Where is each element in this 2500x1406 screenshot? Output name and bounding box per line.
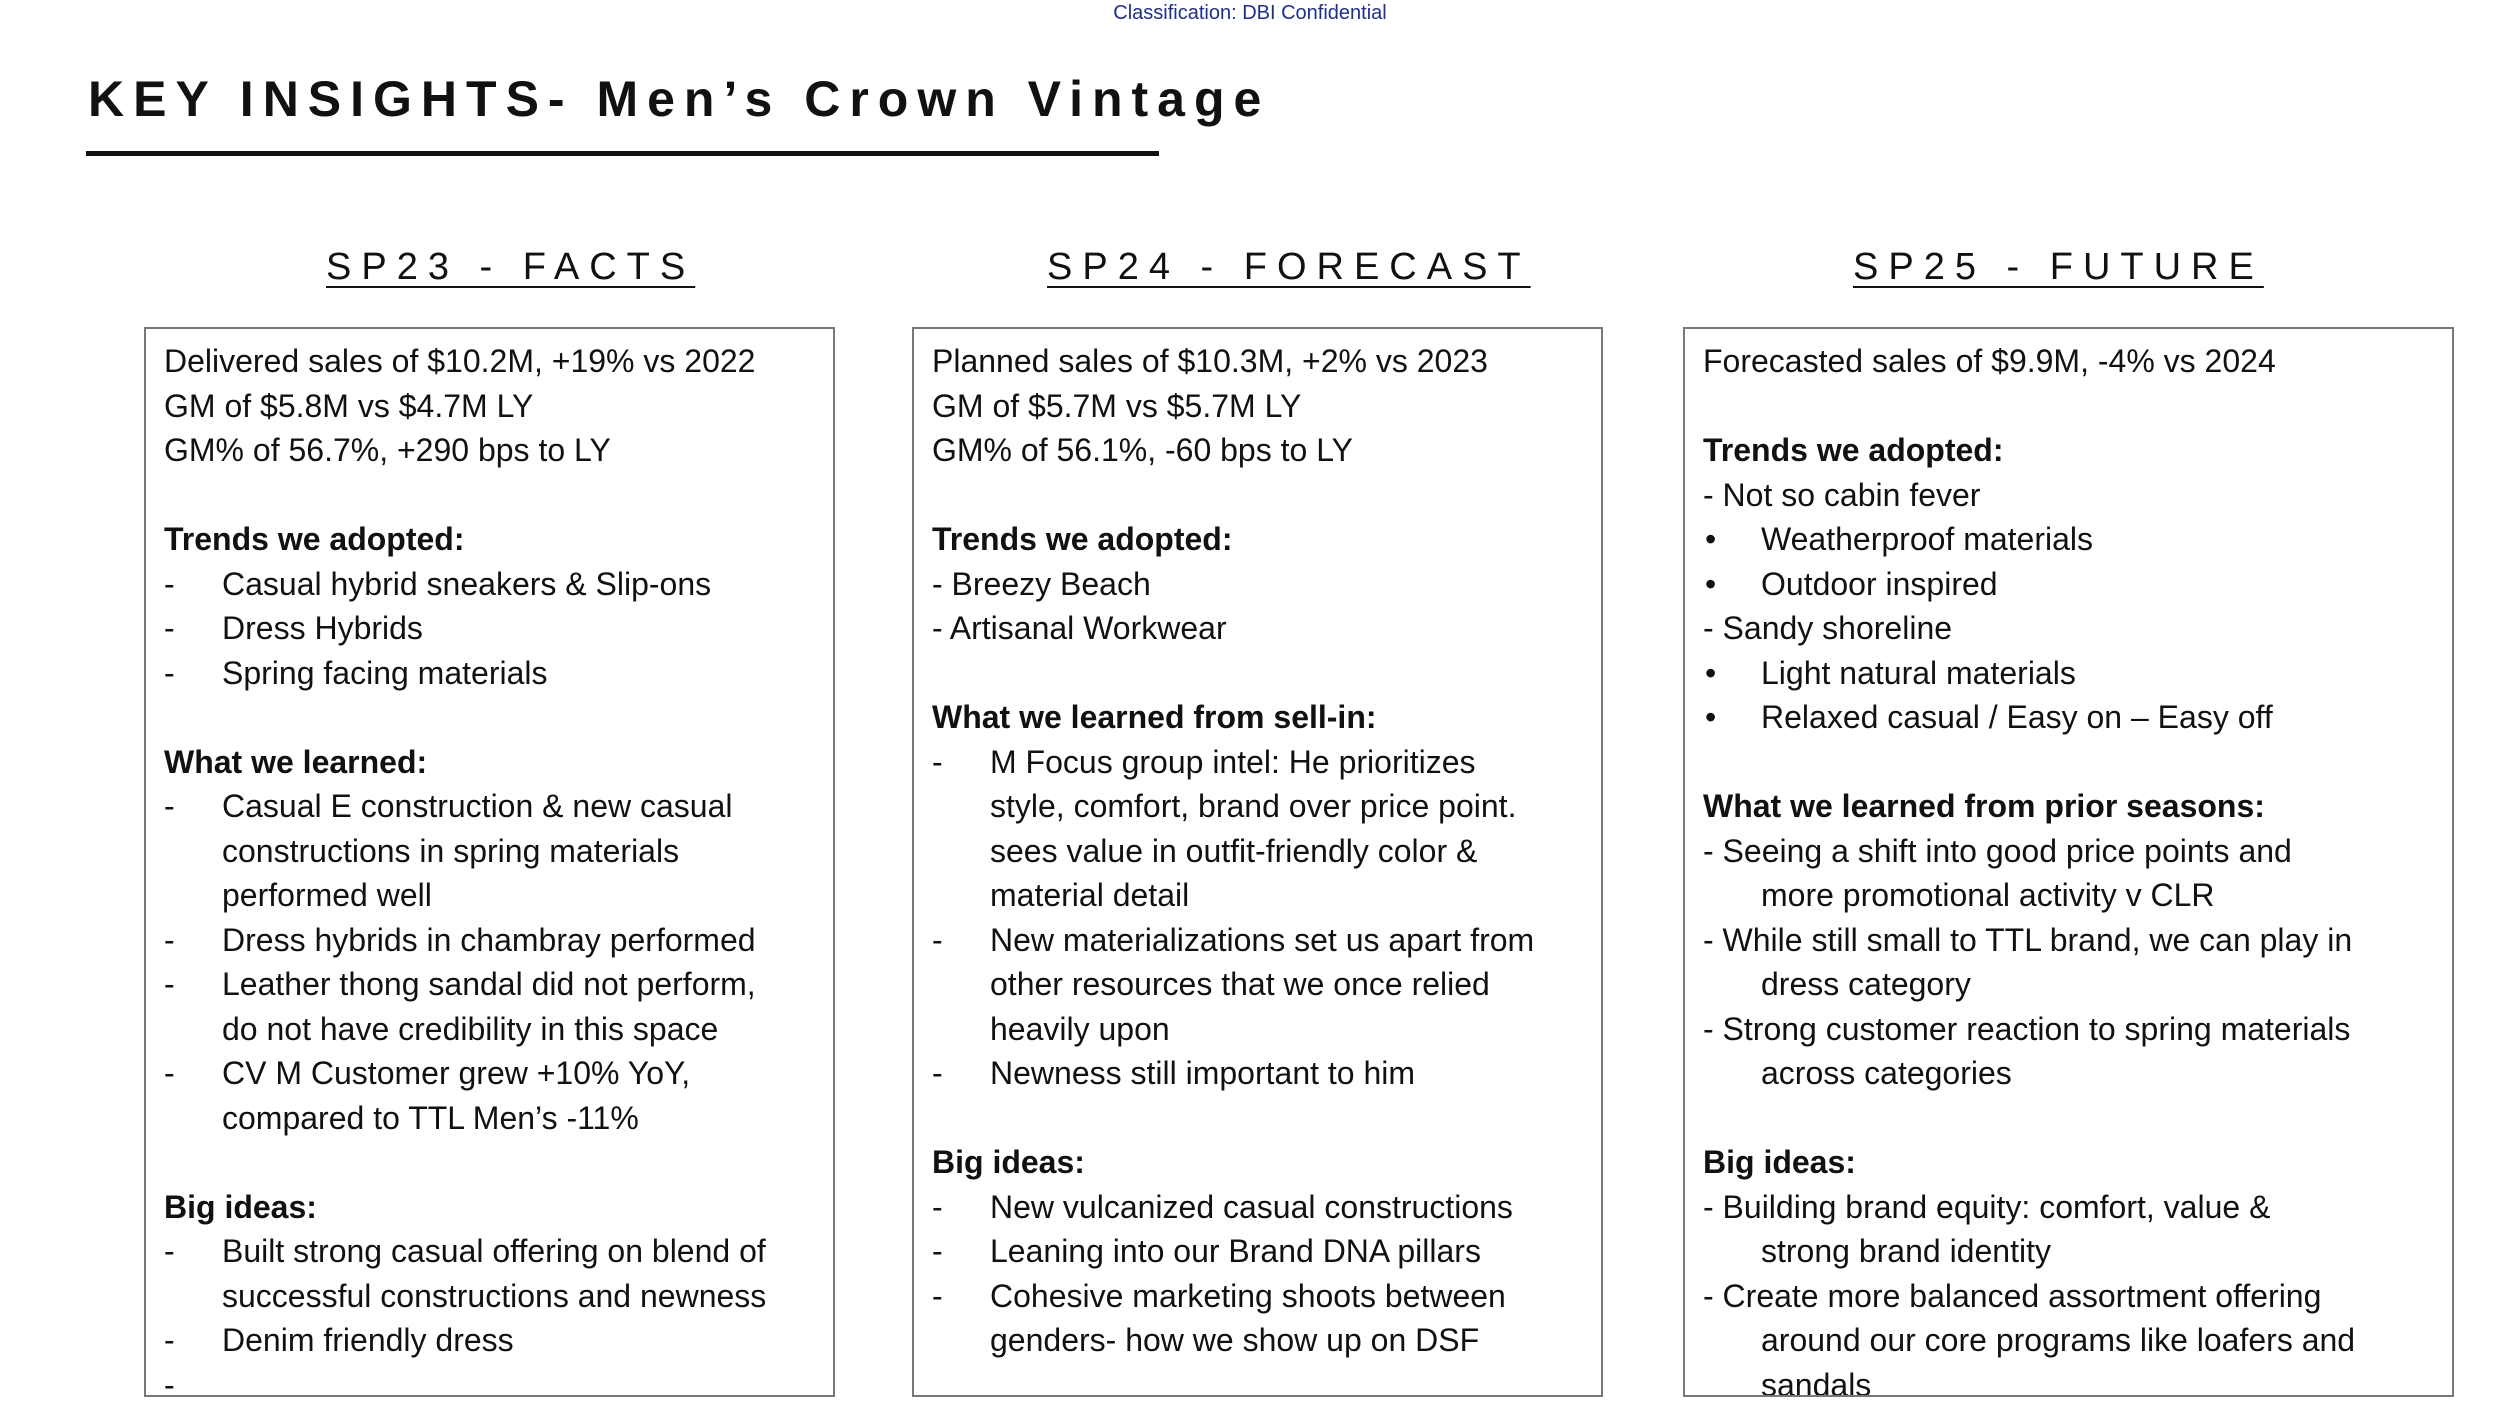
list-item	[164, 1051, 815, 1140]
list-item	[164, 918, 815, 963]
classification-label: Classification: DBI Confidential	[1113, 2, 1387, 24]
ideas-header: Big ideas:	[164, 1188, 317, 1225]
list-item	[164, 784, 815, 918]
learned-header: What we learned from prior seasons:	[1703, 788, 2265, 824]
trend-text: Dress Hybrids	[222, 610, 423, 646]
idea-text: around our core programs like loafers and	[1761, 1322, 2356, 1358]
dash-marker: -	[164, 610, 175, 646]
title-underline	[86, 151, 1159, 156]
idea-text: - Building brand equity: comfort, value &	[1703, 1188, 2271, 1225]
learned-text: New materializations set us apart from	[990, 921, 1535, 958]
sales-line: Forecasted sales of $9.9M, -4% vs 2024	[1703, 343, 2276, 379]
ideas-header: Big ideas:	[932, 1144, 1085, 1180]
dash-marker: -	[932, 1277, 943, 1314]
trend-text: - Breezy Beach	[932, 565, 1151, 602]
idea-text: successful constructions and newness	[222, 1277, 767, 1314]
page-title: KEY INSIGHTS- Men’s Crown Vintage	[88, 71, 1271, 127]
dash-marker: -	[164, 1055, 175, 1091]
trend-group-label: - Not so cabin fever	[1703, 476, 1981, 513]
list-item	[932, 1274, 1583, 1363]
dash-marker: -	[164, 1233, 175, 1269]
dash-marker: -	[164, 921, 175, 958]
idea-text: New vulcanized casual constructions	[990, 1188, 1513, 1225]
learned-text: dress category	[1761, 966, 1971, 1002]
list-item	[932, 918, 1583, 1052]
trends-header: Trends we adopted:	[932, 521, 1233, 557]
sales-line: Planned sales of $10.3M, +2% vs 2023	[932, 343, 1488, 379]
idea-text: Built strong casual offering on blend of	[222, 1233, 766, 1269]
idea-text: Denim friendly dress	[222, 1322, 514, 1358]
learned-text: CV M Customer grew +10% YoY,	[222, 1055, 691, 1091]
idea-text	[222, 1363, 815, 1398]
bullet-marker: •	[1705, 654, 1717, 691]
learned-text: performed well	[222, 877, 432, 913]
bullet-marker: •	[1705, 521, 1717, 557]
trend-text: Light natural materials	[1761, 654, 2076, 691]
trends-header: Trends we adopted:	[164, 521, 465, 557]
list-item	[164, 651, 815, 696]
dash-marker: -	[164, 1322, 175, 1358]
learned-text: constructions in spring materials	[222, 832, 680, 869]
idea-text: genders- how we show up on DSF	[990, 1322, 1480, 1358]
learned-text: Dress hybrids in chambray performed	[222, 921, 756, 958]
sales-line: Delivered sales of $10.2M, +19% vs 2022	[164, 343, 756, 379]
learned-text: Casual E construction & new casual	[222, 788, 733, 824]
heading-sp25-future: SP25 - FUTURE	[1853, 246, 2264, 288]
sp25-future-box	[1683, 327, 2454, 1397]
list-item	[1703, 695, 2434, 740]
learned-header: What we learned from sell-in:	[932, 699, 1377, 735]
sp23-facts-box	[144, 327, 835, 1397]
list-item	[932, 1185, 1583, 1230]
idea-text: - Create more balanced assortment offering	[1703, 1277, 2322, 1314]
bullet-marker: •	[1705, 699, 1717, 735]
sp24-forecast-box	[912, 327, 1603, 1397]
learned-text: across categories	[1761, 1055, 2012, 1091]
gm-line: GM of $5.7M vs $5.7M LY	[932, 387, 1302, 424]
idea-text: sandals	[1761, 1366, 1872, 1397]
list-item	[932, 740, 1583, 918]
list-item	[1703, 651, 2434, 696]
list-item	[164, 1229, 815, 1318]
trend-text: Casual hybrid sneakers & Slip-ons	[222, 565, 712, 602]
heading-sp24-forecast: SP24 - FORECAST	[1047, 246, 1531, 288]
dash-marker: -	[932, 1233, 943, 1269]
learned-text: - Seeing a shift into good price points and	[1703, 832, 2292, 869]
list-item	[1703, 562, 2434, 607]
gm-line: GM of $5.8M vs $4.7M LY	[164, 387, 534, 424]
dash-marker: -	[164, 654, 175, 691]
list-item	[164, 962, 815, 1051]
gm-percent-line: GM% of 56.1%, -60 bps to LY	[932, 432, 1353, 468]
ideas-header: Big ideas:	[1703, 1144, 1856, 1180]
list-item	[164, 1363, 815, 1398]
trend-text: Relaxed casual / Easy on – Easy off	[1761, 699, 2273, 735]
learned-text: heavily upon	[990, 1010, 1170, 1047]
heading-sp23-facts: SP23 - FACTS	[326, 246, 696, 288]
learned-text: Leather thong sandal did not perform,	[222, 966, 756, 1002]
learned-text: - While still small to TTL brand, we can play in	[1703, 921, 2353, 958]
learned-text: sees value in outfit-friendly color &	[990, 832, 1478, 869]
list-item	[932, 1229, 1583, 1274]
learned-text: do not have credibility in this space	[222, 1010, 719, 1047]
trend-text: Weatherproof materials	[1761, 521, 2093, 557]
dash-marker: -	[932, 743, 943, 780]
idea-text: Cohesive marketing shoots between	[990, 1277, 1506, 1314]
trend-text: Outdoor inspired	[1761, 565, 1998, 602]
dash-marker: -	[164, 565, 175, 602]
learned-text: other resources that we once relied	[990, 966, 1490, 1002]
learned-text: - Strong customer reaction to spring materials	[1703, 1010, 2351, 1047]
trend-text: Spring facing materials	[222, 654, 548, 691]
learned-text: Newness still important to him	[990, 1055, 1416, 1091]
learned-header: What we learned:	[164, 743, 428, 780]
learned-text: style, comfort, brand over price point.	[990, 788, 1517, 824]
list-item	[1703, 517, 2434, 562]
dash-marker: -	[932, 921, 943, 958]
gm-percent-line: GM% of 56.7%, +290 bps to LY	[164, 432, 611, 468]
dash-marker: -	[164, 788, 175, 824]
trend-group-label: - Sandy shoreline	[1703, 610, 1953, 646]
learned-text: compared to TTL Men’s -11%	[222, 1099, 639, 1136]
list-item	[164, 1318, 815, 1363]
dash-marker: -	[932, 1055, 943, 1091]
list-item	[164, 562, 815, 607]
dash-marker: -	[164, 966, 175, 1002]
learned-text: material detail	[990, 877, 1190, 913]
learned-text: M Focus group intel: He prioritizes	[990, 743, 1476, 780]
bullet-marker: •	[1705, 565, 1717, 602]
trends-header: Trends we adopted:	[1703, 432, 2004, 468]
learned-text: more promotional activity v CLR	[1761, 877, 2215, 913]
dash-marker: -	[164, 1366, 175, 1397]
trend-text: - Artisanal Workwear	[932, 610, 1227, 646]
dash-marker: -	[932, 1188, 943, 1225]
list-item	[932, 1051, 1583, 1096]
idea-text: Leaning into our Brand DNA pillars	[990, 1233, 1481, 1269]
list-item	[164, 606, 815, 651]
idea-text: strong brand identity	[1761, 1233, 2051, 1269]
